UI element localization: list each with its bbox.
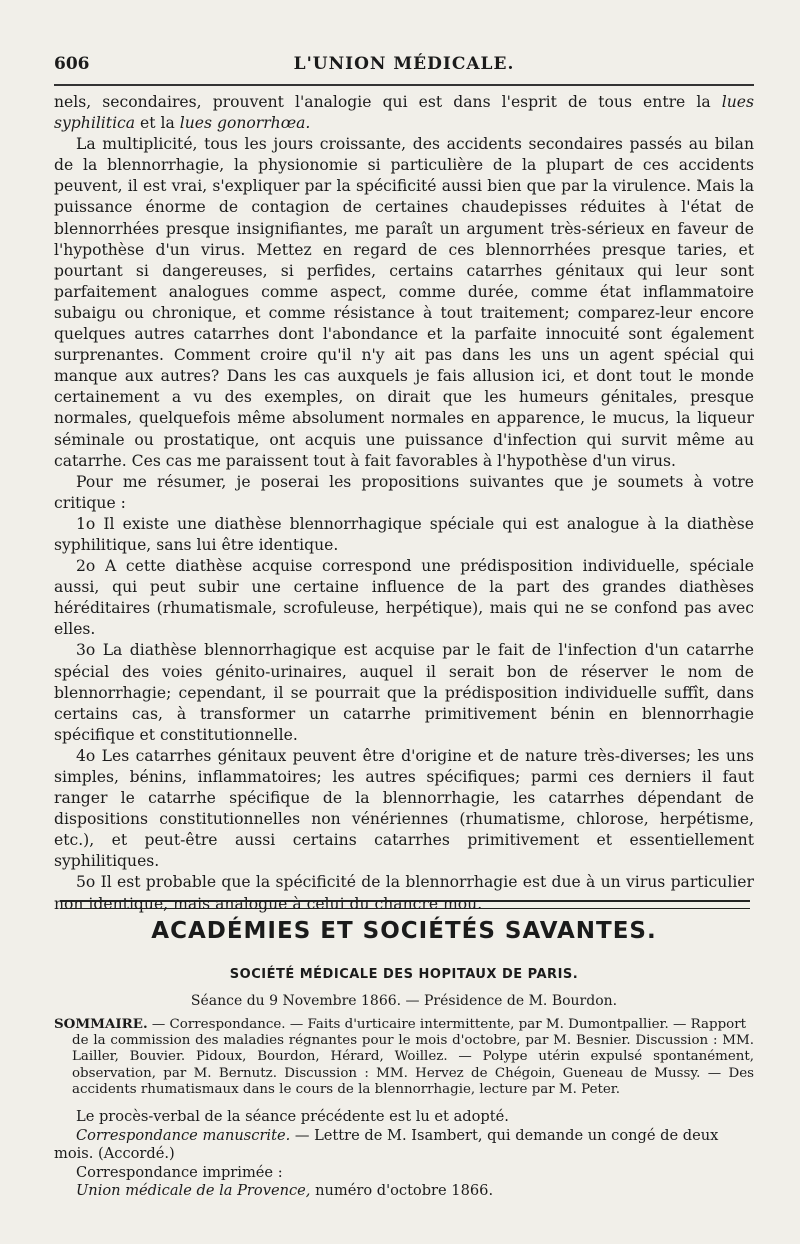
sommaire-first-line: — Correspondance. — Faits d'urticaire intermittente, par M. Dumontpallier. — Rapport [147, 1017, 746, 1032]
correspondance-manuscrite: Correspondance manuscrite. — Lettre de M. Isambert, qui demande un congé de deux [76, 1126, 719, 1144]
proposition-3: 3o La diathèse blennorrhagique est acquise par le fait de l'infection d'un catarrhe spécial des voies génito-urinaires, auquel il serait bon de réserver le nom de blennorrhagie; cependant, il se pourrait que la prédisposition individuelle suffît, dans certains cas, à transformer un catarrhe primitivement bénin en blennorrhagie spécifique et constitutionnelle. [54, 641, 754, 744]
correspondance-imprimee: Correspondance imprimée : [76, 1163, 283, 1181]
sommaire-rest: de la commission des maladies régnantes pour le mois d'octobre, par M. Besnier. Discussion : MM. Lailler, Bouvier. Pidoux, Bourdon, Hérard, Woillez. — Polype utérin expulsé spontanément, observation, par M. Bernutz. Discussion : MM. Hervez de Chégoin, Gueneau de Mussy. — Des accidents rhumatismaux dans le cours de la blennorrhagie, lecture par M. Peter. [72, 1033, 754, 1097]
paragraph-1: nels, secondaires, prouvent l'analogie qui est dans l'esprit de tous entre la lues syphilitica et la lues gonorrhœa. [54, 93, 754, 133]
paragraph-2: La multiplicité, tous les jours croissante, des accidents secondaires passés au bilan de la blennorrhagie, la physionomie si particulière de la plupart de ces accidents peuvent, il est vrai, s'expliquer par la spécificité aussi bien que par la virulence. Mais la puissance énorme de contagion de certaines chaudepisses réduites à l'état de blennorrhées presque insignifiantes, me paraît un argument très-sérieux en faveur de l'hypothèse d'un virus. Mettez en regard de ces blennorrhées presque taries, et pourtant si dangereuses, si perfides, certains catarrhes génitaux qui leur sont parfaitement analogues comme aspect, comme durée, comme état inflammatoire subaigu ou chronique, et comme résistance à tout traitement; comparez-leur encore quelques autres catarrhes dont l'abondance et la parfaite innocuité sont également surprenantes. Comment croire qu'il n'y ait pas dans les uns un agent spécial qui manque aux autres? Dans les cas auxquels je fais allusion ici, et dont tout le monde certainement a vu des exemples, on dirait que les humeurs génitales, presque normales, quelquefois même absolument normales en apparence, le mucus, la liqueur séminale ou prostatique, ont acquis une puissance d'infection qui survit même au catarrhe. Ces cas me paraissent tout à fait favorables à l'hypothèse d'un virus. [54, 135, 754, 470]
sommaire-label: SOMMAIRE. [54, 1016, 148, 1032]
minutes-section [54, 1108, 754, 1201]
union-medicale-provence: Union médicale de la Provence, numéro d'octobre 1866. [76, 1182, 494, 1200]
page-number: 606 [54, 54, 90, 74]
header-rule [54, 84, 754, 86]
running-title: L'UNION MÉDICALE. [293, 54, 515, 74]
article-body [54, 92, 754, 915]
proposition-4: 4o Les catarrhes génitaux peuvent être d'origine et de nature très-diverses; les uns simples, bénins, inflammatoires; les autres spécifiques; parmi ces derniers il faut ranger le catarrhe spécifique de la blennorrhagie, les catarrhes dépendant de dispositions constitutionnelles non vénériennes (rhumatisme, chlorose, herpétisme, etc.), et peut-être aussi certains catarrhes primitivement et essentiellement syphilitiques. [54, 746, 754, 871]
correspondance-manuscrite-cont: mois. (Accordé.) [54, 1145, 175, 1163]
paragraph-3: Pour me résumer, je poserai les propositions suivantes que je soumets à votre critique : [54, 472, 754, 512]
section-rule [60, 900, 750, 909]
proposition-2: 2o A cette diathèse acquise correspond une prédisposition individuelle, spéciale aussi, qui peut subir une certaine influence de la part des grandes diathèses héréditaires (rhumatismale, scrofuleuse, herpétique), mais qui ne se confond pas avec elles. [54, 557, 754, 639]
proposition-1: 1o Il existe une diathèse blennorrhagique spéciale qui est analogue à la diathèse syphilitique, sans lui être identique. [54, 514, 754, 554]
society-heading: SOCIÉTÉ MÉDICALE DES HOPITAUX DE PARIS. [229, 967, 579, 982]
page-header [54, 50, 754, 78]
sommaire [54, 1016, 754, 1098]
proces-verbal: Le procès-verbal de la séance précédente est lu et adopté. [76, 1108, 509, 1125]
proposition-5: 5o Il est probable que la spécificité de la blennorrhagie est due à un virus particulier non identique, mais analogue à celui du chancre mou. [54, 873, 754, 913]
seance-line: Séance du 9 Novembre 1866. — Présidence de M. Bourdon. [190, 993, 618, 1009]
section-title: ACADÉMIES ET SOCIÉTÉS SAVANTES. [151, 918, 657, 944]
